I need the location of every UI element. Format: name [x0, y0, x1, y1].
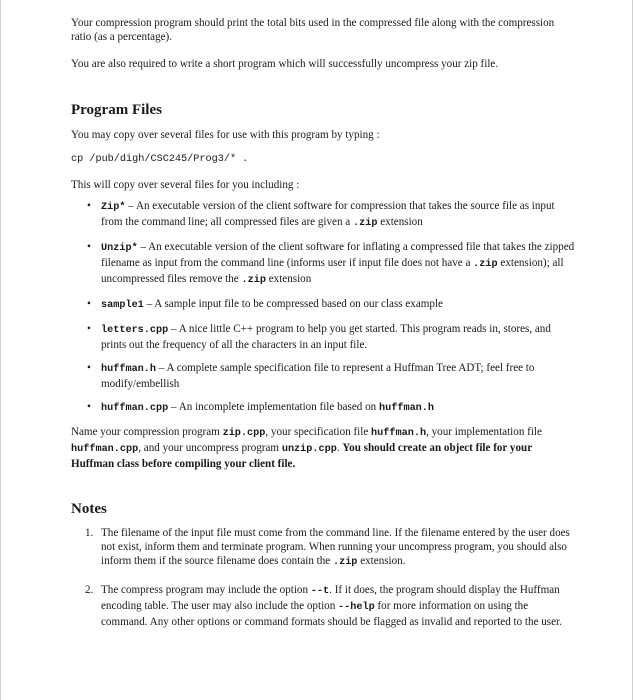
naming-text: .	[336, 442, 343, 454]
bullet-icon: •	[87, 200, 91, 212]
zip-extension: .zip	[473, 259, 498, 270]
option-help: --help	[338, 602, 375, 613]
file-separator: –	[168, 323, 179, 335]
file-description: An incomplete implementation file based on	[178, 401, 379, 413]
file-separator: –	[125, 200, 136, 212]
section-heading-notes: Notes	[71, 501, 107, 517]
bullet-icon: •	[87, 362, 91, 374]
program-files-list	[71, 199, 576, 416]
note-text-end: extension.	[357, 555, 406, 567]
list-item-letters-cpp	[71, 322, 576, 352]
copy-command: cp /pub/digh/CSC245/Prog3/* .	[71, 154, 249, 165]
file-name: huffman.cpp	[101, 403, 169, 414]
naming-text: , and your uncompress program	[138, 442, 282, 454]
file-separator: –	[137, 241, 149, 253]
file-separator: –	[168, 401, 179, 413]
file-description-end: extension	[377, 216, 423, 228]
list-item-sample1	[71, 297, 576, 313]
note-item-2	[71, 583, 576, 629]
intro-paragraph-compression: Your compression program should print the total bits used in the compressed file along with the compression ratio (as a percentage).	[71, 17, 555, 43]
file-separator: –	[143, 298, 155, 310]
bullet-icon: •	[87, 323, 91, 335]
file-separator: –	[156, 362, 167, 374]
naming-paragraph	[71, 425, 576, 471]
file-description-mid: extension); all uncompressed files remove the	[101, 257, 564, 285]
bullet-icon: •	[87, 241, 91, 253]
file-description-end: extension	[265, 273, 312, 285]
file-name: Zip*	[101, 202, 126, 213]
file-name: Unzip*	[101, 243, 138, 254]
zip-extension: .zip	[332, 557, 358, 568]
copy-intro-text: You may copy over several files for use with this program by typing :	[71, 129, 380, 141]
list-item-huffman-h	[71, 361, 576, 391]
note-number: 1.	[85, 527, 94, 539]
file-description: A sample input file to be compressed based on our class example	[154, 298, 443, 310]
file-description: An executable version of the client software for inflating a compressed file that takes the zipped filename as input from the command line (informs user if input file does not have a	[101, 241, 575, 269]
file-description: A nice little C++ program to help you get started. This program reads in, stores, and prints out the frequency of all the characters in an input file.	[101, 323, 551, 351]
list-item-unzip	[71, 240, 576, 288]
intro-paragraph-uncompress: You are also required to write a short program which will successfully uncompress your zip file.	[71, 58, 499, 70]
note-text: The compress program may include the option	[101, 584, 311, 596]
huffman-cpp-name: huffman.cpp	[71, 444, 139, 455]
notes-list	[71, 526, 576, 629]
huffman-h-name: huffman.h	[371, 428, 427, 439]
note-item-1	[71, 526, 576, 570]
section-heading-program-files: Program Files	[71, 102, 162, 118]
zip-extension: .zip	[241, 275, 266, 286]
note-text-end: for more information on using the command. Any other options or command formats should be flagged as invalid and reported to the user.	[101, 600, 562, 628]
including-text: This will copy over several files for you including :	[71, 179, 300, 191]
file-description: A complete sample specification file to represent a Huffman Tree ADT; feel free to modify/embellish	[101, 362, 535, 390]
note-text-mid: . If it does, the program should display the Huffman encoding table. The user may also include the option	[101, 584, 560, 612]
huffman-h-reference: huffman.h	[379, 403, 435, 414]
file-name: sample1	[101, 300, 144, 311]
unzip-cpp-name: unzip.cpp	[281, 444, 337, 455]
file-name: letters.cpp	[101, 325, 169, 336]
bullet-icon: •	[87, 401, 91, 413]
option-t: --t	[310, 586, 330, 597]
list-item-zip	[71, 199, 576, 231]
bullet-icon: •	[87, 298, 91, 310]
note-text: The filename of the input file must come from the command line. If the filename entered by the user does not exist, inform them and terminate program. When running your uncompress program, you should also inform them if the source filename does contain the	[101, 527, 570, 567]
document-content	[71, 16, 576, 642]
file-name: huffman.h	[101, 364, 157, 375]
naming-text: , your implementation file	[426, 426, 542, 438]
object-file-instruction: You should create an object file for your Huffman class before compiling your client file.	[71, 442, 532, 470]
file-description: An executable version of the client software for compression that takes the source file as input from the command line; all compressed files are given a	[101, 200, 555, 228]
naming-text: , your specification file	[265, 426, 372, 438]
zip-cpp-name: zip.cpp	[222, 428, 266, 439]
list-item-huffman-cpp	[71, 400, 576, 416]
zip-extension: .zip	[353, 218, 378, 229]
note-number: 2.	[85, 584, 94, 596]
naming-text: Name your compression program	[71, 426, 223, 438]
